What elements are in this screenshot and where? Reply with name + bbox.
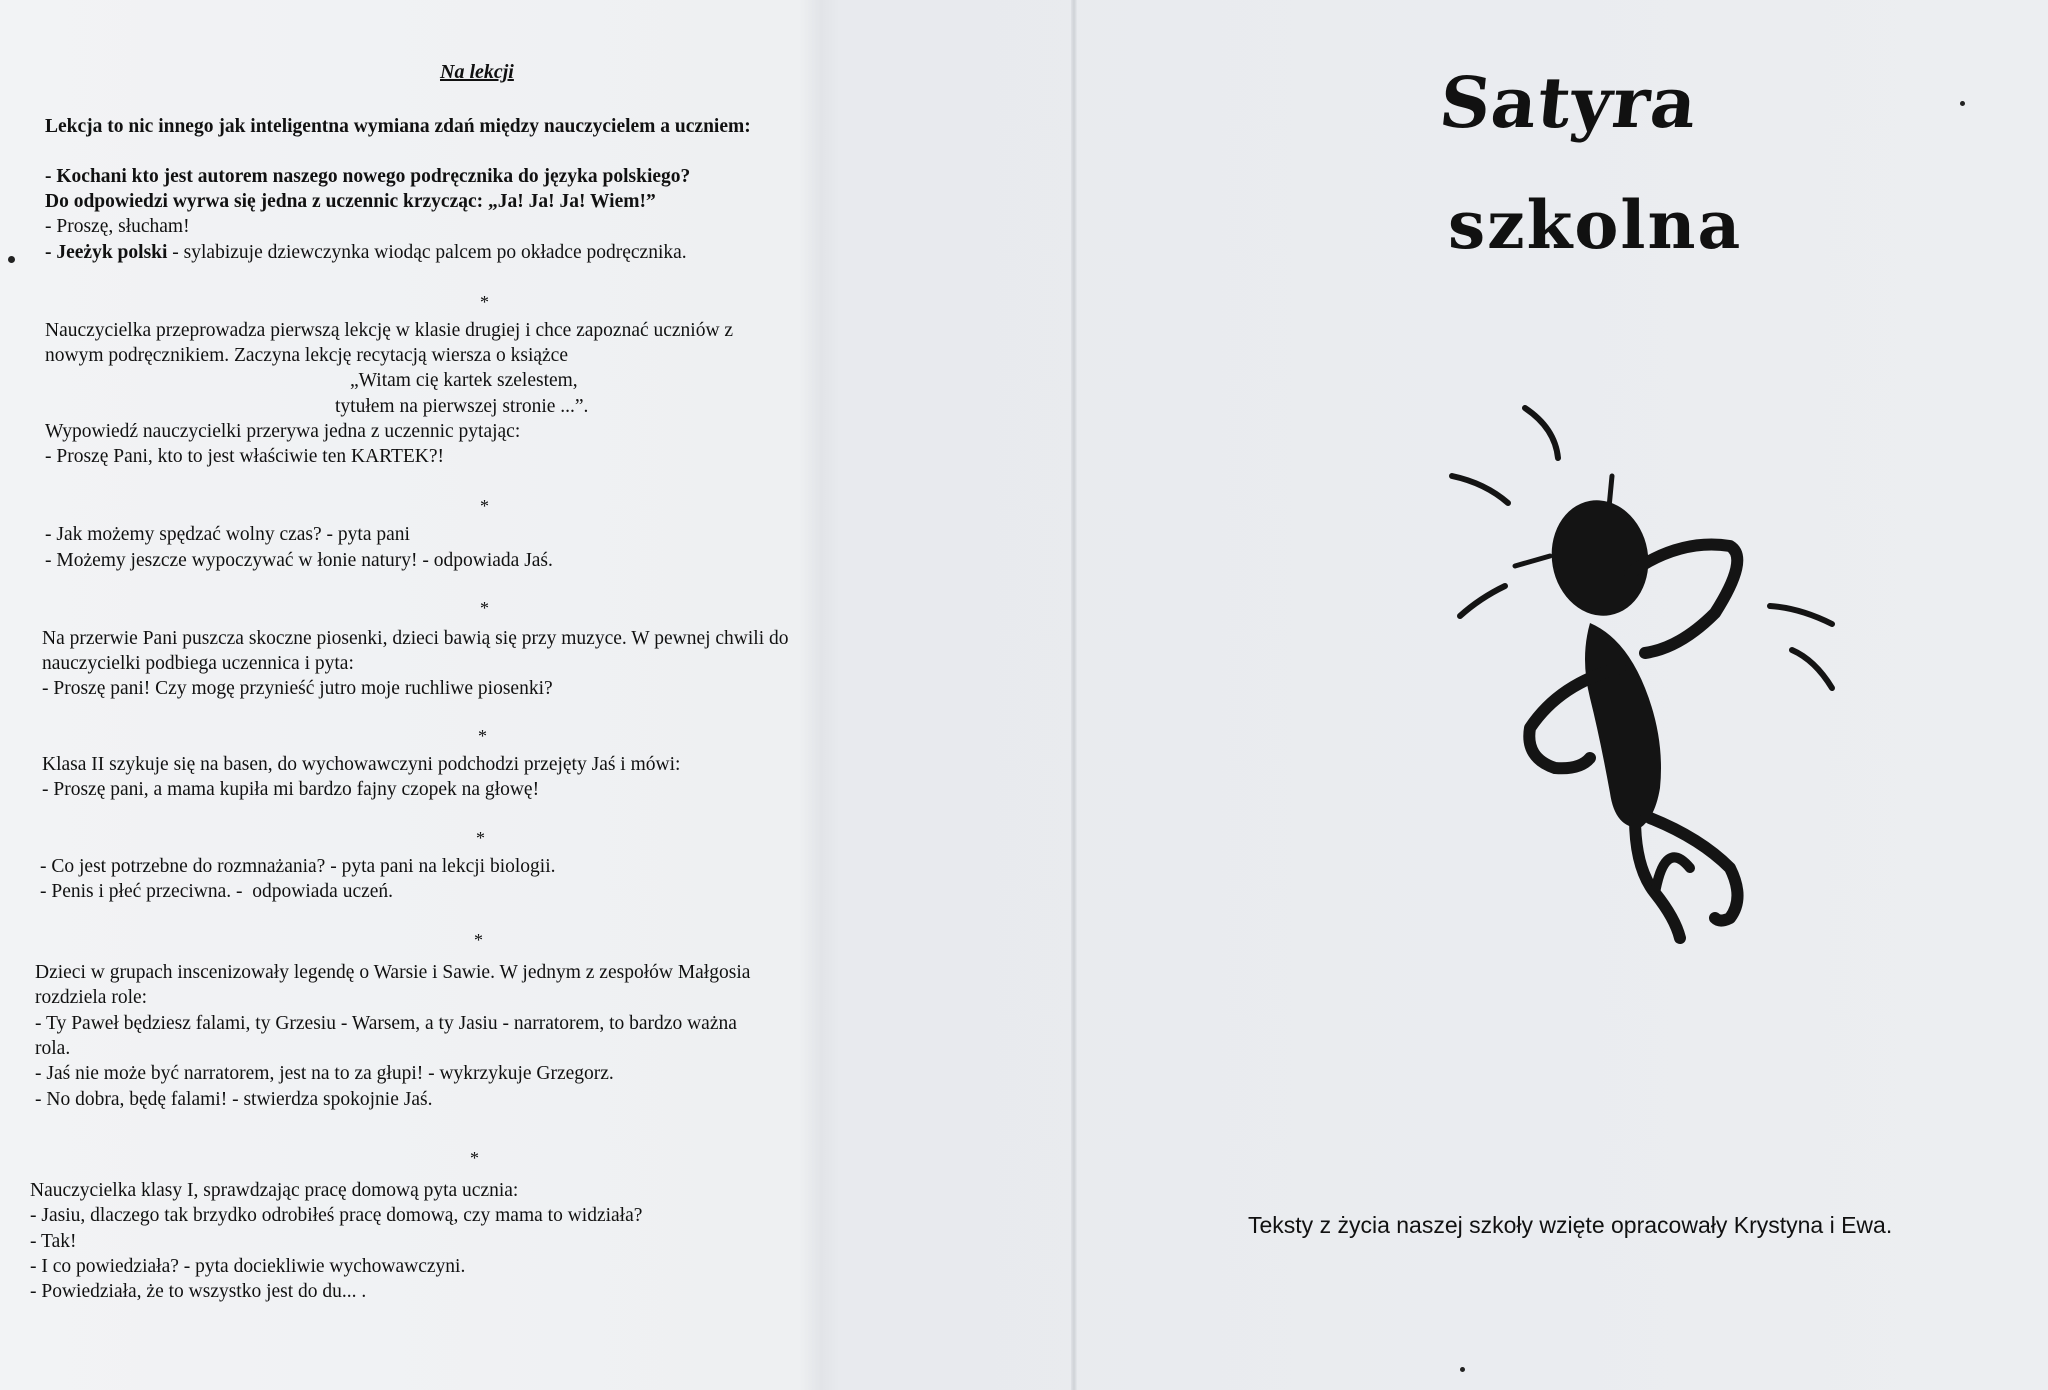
block1-line: Do odpowiedzi wyrwa się jedna z uczennic krzycząc: „Ja! Ja! Ja! Wiem!” [45, 191, 656, 212]
ink-dot [1960, 101, 1965, 106]
motion-line [1792, 650, 1832, 688]
motion-line [1770, 606, 1832, 624]
separator-star: * [480, 598, 489, 618]
dancing-figure-illustration [1440, 398, 1850, 968]
ink-dot [1460, 1367, 1465, 1372]
cover-title-line2: szkolna [1448, 186, 1743, 264]
block4-line: Na przerwie Pani puszcza skoczne piosenki, dzieci bawią się przy muzyce. W pewnej chwili do [42, 628, 789, 649]
block3-line: - Możemy jeszcze wypoczywać w łonie natury! - odpowiada Jaś. [45, 550, 553, 571]
block4-line: - Proszę pani! Czy mogę przynieść jutro moje ruchliwe piosenki? [42, 678, 553, 699]
motion-line [1525, 408, 1558, 458]
figure-head [1543, 493, 1658, 624]
left-page-title: Na lekcji [440, 61, 514, 83]
block2-line: Nauczycielka przeprowadza pierwszą lekcję w klasie drugiej i chce zapoznać uczniów z [45, 320, 734, 341]
block8-line: - Jasiu, dlaczego tak brzydko odrobiłeś pracę domową, czy mama to widziała? [30, 1205, 643, 1226]
separator-star: * [480, 496, 489, 516]
block6-line: - Penis i płeć przeciwna. - odpowiada uczeń. [40, 881, 394, 902]
block8-line: - Powiedziała, że to wszystko jest do du... . [30, 1281, 367, 1302]
block7-line: rola. [35, 1038, 71, 1059]
block2-line: nowym podręcznikiem. Zaczyna lekcję recytacją wiersza o książce [45, 345, 568, 366]
motion-line [1452, 476, 1508, 503]
block7-line: Dzieci w grupach inscenizowały legendę o Warsie i Sawie. W jednym z zespołów Małgosia [35, 962, 751, 983]
block7-line: - Jaś nie może być narratorem, jest na to za głupi! - wykrzykuje Grzegorz. [35, 1063, 614, 1084]
block1-line: - Proszę, słucham! [45, 216, 190, 237]
separator-star: * [480, 292, 489, 312]
motion-line [1515, 556, 1550, 566]
separator-star: * [478, 726, 487, 746]
block2-line: - Proszę Pani, kto to jest właściwie ten KARTEK?! [45, 446, 445, 467]
separator-star: * [476, 828, 485, 848]
block8-line: Nauczycielka klasy I, sprawdzając pracę domową pyta ucznia: [30, 1180, 519, 1201]
separator-star: * [470, 1148, 479, 1168]
block5-line: - Proszę pani, a mama kupiła mi bardzo fajny czopek na głowę! [42, 779, 540, 800]
block4-line: nauczycielki podbiega uczennica i pyta: [42, 653, 354, 674]
block5-line: Klasa II szykuje się na basen, do wychowawczyni podchodzi przejęty Jaś i mówi: [42, 754, 681, 775]
cover-caption: Teksty z życia naszej szkoły wzięte opracowały Krystyna i Ewa. [1248, 1212, 1893, 1238]
poem-line: „Witam cię kartek szelestem, [350, 370, 578, 391]
block3-line: - Jak możemy spędzać wolny czas? - pyta pani [45, 524, 410, 545]
figure-raised-arm [1630, 545, 1737, 653]
ink-dot [8, 256, 15, 263]
separator-star: * [474, 930, 483, 950]
block1-last-line [45, 240, 687, 266]
block7-line: rozdziela role: [35, 987, 148, 1008]
bold-word: - Jeeżyk polski [45, 242, 168, 263]
block8-line: - Tak! [30, 1231, 77, 1252]
block1-line: - Kochani kto jest autorem naszego nowego podręcznika do języka polskiego? [45, 166, 691, 187]
line-rest: - sylabizuje dziewczynka wiodąc palcem po okładce podręcznika. [167, 242, 687, 263]
intro-text: Lekcja to nic innego jak inteligentna wymiana zdań między nauczycielem a uczniem: [45, 116, 751, 137]
block2-line: Wypowiedź nauczycielki przerywa jedna z uczennic pytając: [45, 421, 521, 442]
block6-line: - Co jest potrzebne do rozmnażania? - pyta pani na lekcji biologii. [40, 856, 556, 877]
cover-title-line1: Satyra [1435, 61, 1702, 144]
figure-knee [1655, 857, 1690, 893]
block7-line: - No dobra, będę falami! - stwierdza spokojnie Jaś. [35, 1089, 433, 1110]
motion-line [1460, 586, 1505, 616]
block7-line: - Ty Paweł będziesz falami, ty Grzesiu - Warsem, a ty Jasiu - narratorem, to bardzo ważna [35, 1013, 737, 1034]
poem-line: tytułem na pierwszej stronie ...”. [335, 396, 589, 417]
block8-line: - I co powiedziała? - pyta dociekliwie wychowawczyni. [30, 1256, 466, 1277]
